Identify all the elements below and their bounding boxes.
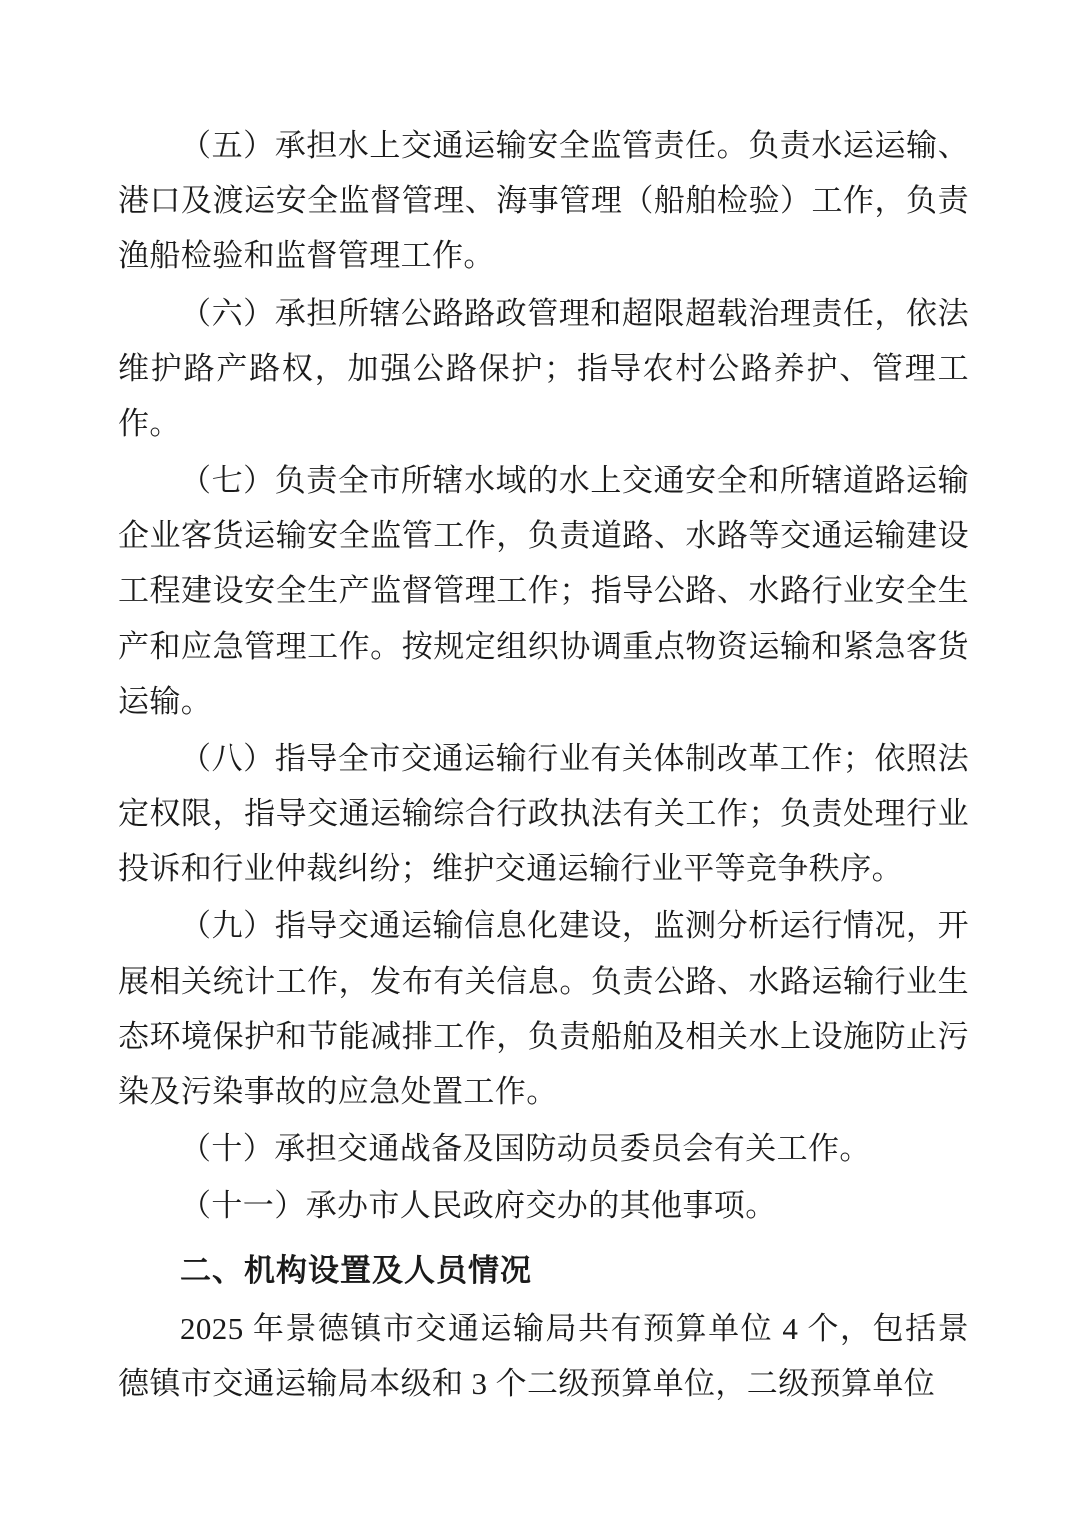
- paragraph-item-5: （五）承担水上交通运输安全监管责任。负责水运运输、港口及渡运安全监督管理、海事管理（船舶检验）工作，负责渔船检验和监督管理工作。: [118, 128, 969, 274]
- paragraph-item-10: （十）承担交通战备及国防动员委员会有关工作。: [180, 1131, 871, 1167]
- paragraph-item-11: （十一）承办市人民政府交办的其他事项。: [180, 1188, 777, 1224]
- paragraph-item-7: （七）负责全市所辖水域的水上交通安全和所辖道路运输企业客货运输安全监管工作，负责道路、水路等交通运输建设工程建设安全生产监督管理工作；指导公路、水路行业安全生产和应急管理工作。按规定组织协调重点物资运输和紧急客货运输。: [118, 463, 969, 719]
- paragraph-budget-units: 2025 年景德镇市交通运输局共有预算单位 4 个，包括景德镇市交通运输局本级和 3 个二级预算单位，二级预算单位: [118, 1310, 969, 1401]
- paragraph-item-8: （八）指导全市交通运输行业有关体制改革工作；依照法定权限，指导交通运输综合行政执法有关工作；负责处理行业投诉和行业仲裁纠纷；维护交通运输行业平等竞争秩序。: [118, 740, 969, 887]
- document-body: [118, 118, 969, 1411]
- section-heading-two: 二、机构设置及人员情况: [180, 1253, 532, 1289]
- paragraph-item-6: （六）承担所辖公路路政管理和超限超载治理责任，依法维护路产路权，加强公路保护；指导农村公路养护、管理工作。: [118, 295, 969, 441]
- paragraph-item-9: （九）指导交通运输信息化建设，监测分析运行情况，开展相关统计工作，发布有关信息。负责公路、水路运输行业生态环境保护和节能减排工作，负责船舶及相关水上设施防止污染及污染事故的应急处置工作。: [118, 908, 969, 1109]
